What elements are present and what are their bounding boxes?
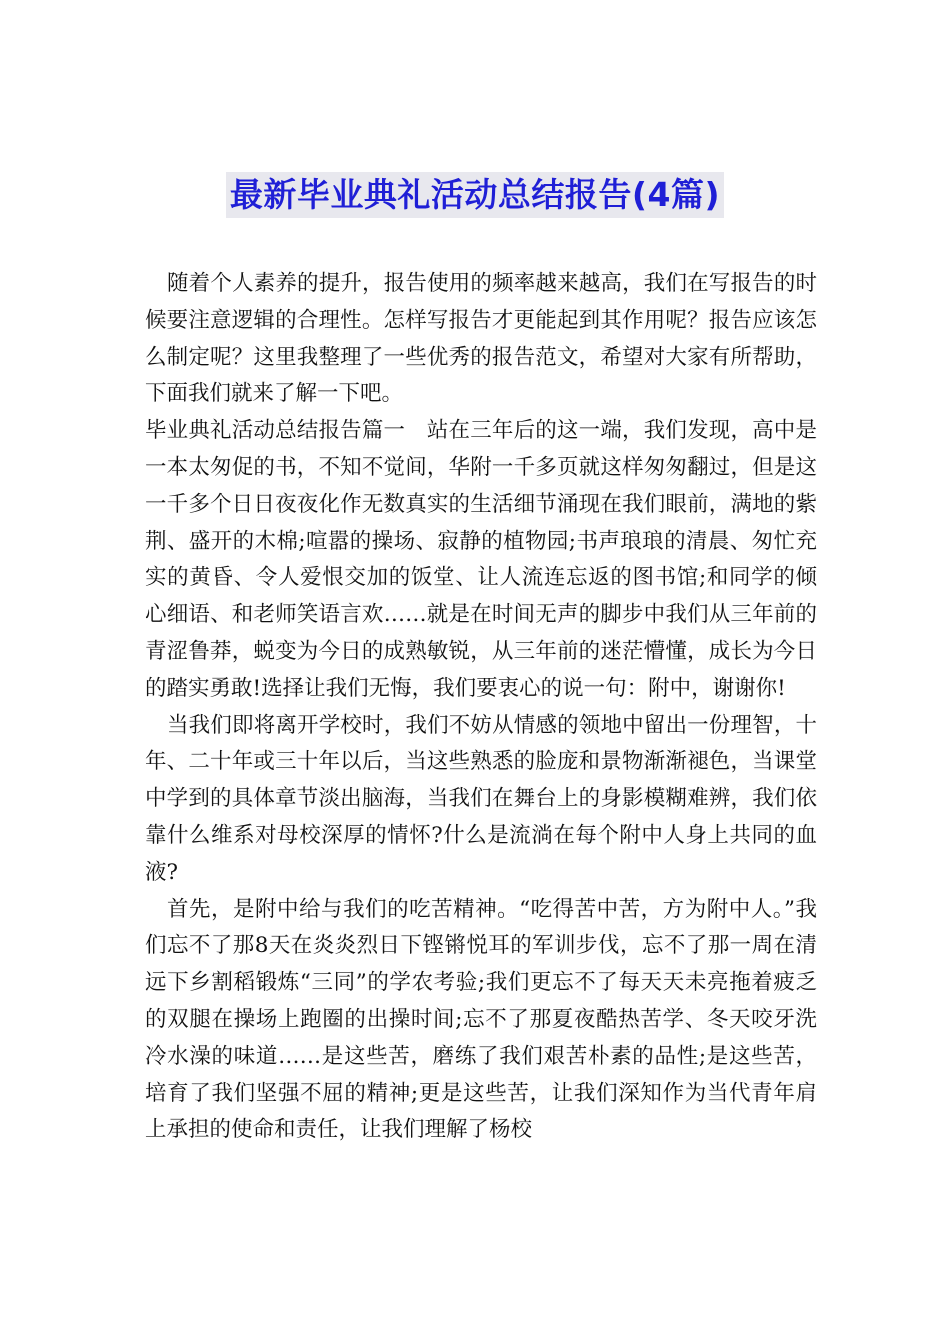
hardship-paragraph: 首先，是附中给与我们的吃苦精神。“吃得苦中苦，方为附中人。”我们忘不了那8天在炎炎烈日下铿锵悦耳的军训步伐，忘不了那一周在清远下乡割稻锻炼“三同”的学农考验;我们更忘不了每天天未亮拖着疲乏的双腿在操场上跑圈的出操时间;忘不了那夏夜酷热苦学、冬天咬牙洗冷水澡的味道……是这些苦，磨练了我们艰苦朴素的品性;是这些苦，培育了我们坚强不屈的精神;更是这些苦，让我们深知作为当代青年肩上承担的使命和责任，让我们理解了杨校 — [145, 896, 817, 1143]
report-part-one-paragraph: 毕业典礼活动总结报告篇一 站在三年后的这一端，我们发现，高中是一本太匆促的书，不知不觉间，华附一千多页就这样匆匆翻过，但是这一千多个日日夜夜化作无数真实的生活细节涌现在我们眼前，满地的紫荆、盛开的木棉;喧嚣的操场、寂静的植物园;书声琅琅的清晨、匆忙充实的黄昏、令人爱恨交加的饭堂、让人流连忘返的图书馆;和同学的倾心细语、和老师笑语言欢……就是在时间无声的脚步中我们从三年前的青涩鲁莽，蜕变为今日的成熟敏锐，从三年前的迷茫懵懂，成长为今日的踏实勇敢!选择让我们无悔，我们要衷心的说一句：附中，谢谢你! — [145, 418, 817, 701]
intro-paragraph: 随着个人素养的提升，报告使用的频率越来越高，我们在写报告的时候要注意逻辑的合理性。怎样写报告才更能起到其作用呢？报告应该怎么制定呢？这里我整理了一些优秀的报告范文，希望对大家有所帮助，下面我们就来了解一下吧。 — [145, 271, 817, 407]
document-body — [145, 266, 817, 1149]
reflection-paragraph: 当我们即将离开学校时，我们不妨从情感的领地中留出一份理智，十年、二十年或三十年以后，当这些熟悉的脸庞和景物渐渐褪色，当课堂中学到的具体章节淡出脑海，当我们在舞台上的身影模糊难辨，我们依靠什么维系对母校深厚的情怀?什么是流淌在每个附中人身上共同的血液? — [145, 712, 817, 885]
document-title: 最新毕业典礼活动总结报告(4篇) — [226, 172, 724, 218]
title-wrapper — [0, 172, 950, 218]
